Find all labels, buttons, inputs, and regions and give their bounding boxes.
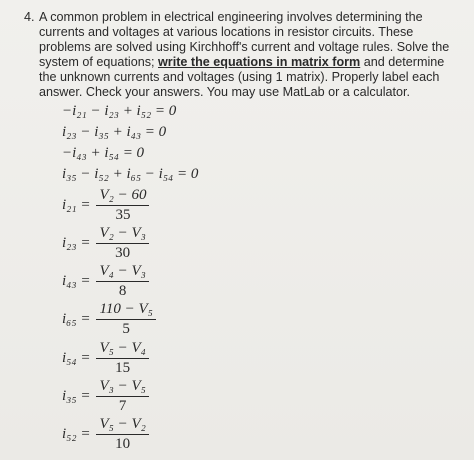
- fraction-equation-4: [62, 301, 156, 338]
- equation-1: −i₂₁ − i₂₃ + i₅₂ = 0: [62, 103, 177, 119]
- fraction: [96, 416, 148, 453]
- problem-text-before: A common problem in electrical engineering involves determining the currents and voltages at various locations in resistor circuits. These problems are solved using Kirchhoff's current and voltage rules. Solve the system of equations;: [39, 10, 450, 69]
- fraction-numerator: V₃ − V₅: [96, 378, 148, 397]
- fraction-equation-2: [62, 225, 149, 262]
- fraction-denominator: 35: [115, 207, 131, 223]
- fraction-lhs: i₅₂ =: [62, 426, 91, 442]
- fraction: [96, 340, 148, 377]
- fraction-denominator: 30: [115, 245, 131, 261]
- fraction: [96, 263, 148, 300]
- fraction-denominator: 7: [118, 398, 127, 414]
- fraction-lhs: i₂₃ =: [62, 235, 91, 251]
- fraction-equation-1: [62, 187, 149, 224]
- fraction-equation-6: [62, 378, 149, 415]
- fraction-numerator: V₅ − V₄: [96, 340, 148, 359]
- fraction-numerator: V₂ − V₃: [96, 225, 148, 244]
- fraction-equation-7: [62, 416, 149, 453]
- fraction-lhs: i₃₅ =: [62, 388, 91, 404]
- fraction-numerator: V₅ − V₂: [96, 416, 148, 435]
- equation-3: −i₄₃ + i₅₄ = 0: [62, 145, 145, 161]
- equation-2: i₂₃ − i₃₅ + i₄₃ = 0: [62, 124, 167, 140]
- fraction-denominator: 15: [115, 360, 131, 376]
- fraction-denominator: 10: [115, 436, 131, 452]
- fraction: [96, 378, 148, 415]
- fraction-lhs: i₆₅ =: [62, 311, 91, 327]
- fraction-numerator: 110 − V₅: [96, 301, 155, 320]
- fraction-denominator: 5: [122, 321, 130, 337]
- fraction-lhs: i₅₄ =: [62, 350, 91, 366]
- fraction-lhs: i₂₁ =: [62, 197, 91, 213]
- problem-statement: [24, 10, 464, 100]
- fraction-numerator: V₂ − 60: [96, 187, 149, 206]
- fraction-equation-5: [62, 340, 149, 377]
- equation-4: i₃₅ − i₅₂ + i₆₅ − i₅₄ = 0: [62, 166, 199, 182]
- fraction: [96, 301, 155, 338]
- problem-text-after: and determine the unknown currents and voltages (using 1 matrix). Properly label each answer. Check your answers. You may use MatLab or a calculator.: [39, 55, 445, 99]
- problem-number: 4.: [24, 10, 35, 24]
- fraction-equation-3: [62, 263, 149, 300]
- fraction-numerator: V₄ − V₃: [96, 263, 148, 282]
- problem-emphasis: write the equations in matrix form: [158, 55, 361, 69]
- fraction: [96, 225, 148, 262]
- fraction-lhs: i₄₃ =: [62, 273, 91, 289]
- fraction-denominator: 8: [118, 283, 127, 299]
- fraction: [96, 187, 149, 224]
- problem-text: [39, 10, 464, 100]
